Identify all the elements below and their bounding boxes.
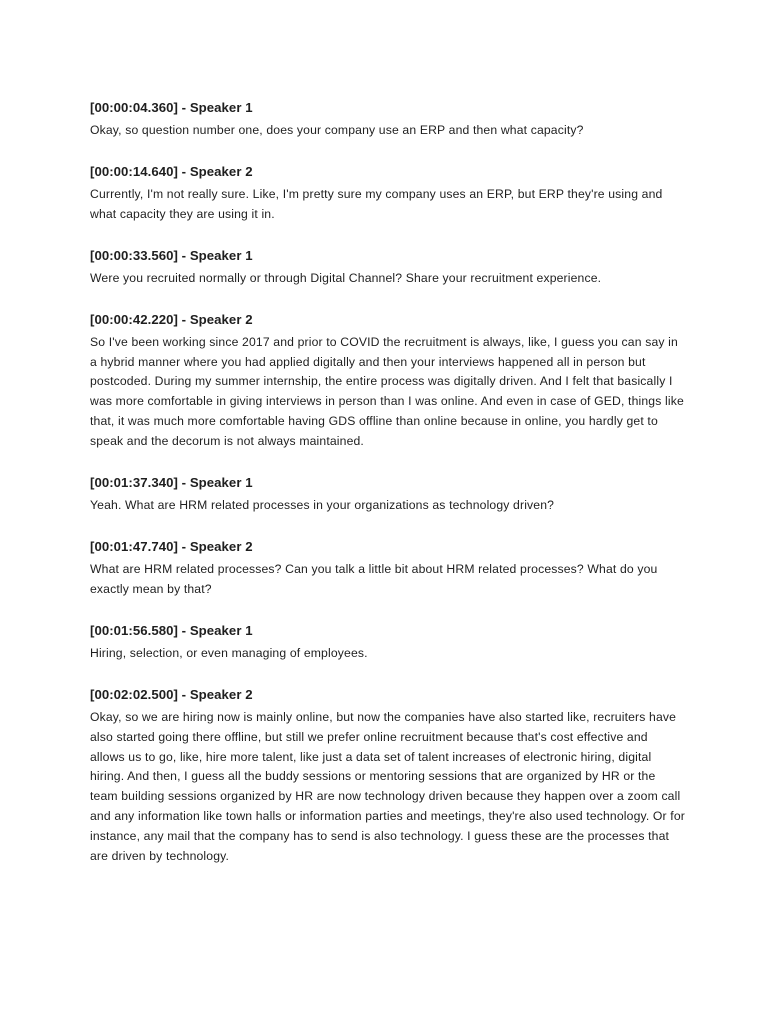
entry-text: Okay, so question number one, does your company use an ERP and then what capacity? — [90, 123, 584, 137]
entry-header — [90, 474, 686, 492]
transcript-entry — [90, 311, 686, 452]
separator: - — [177, 311, 190, 327]
entry-header — [90, 311, 686, 329]
timestamp: [00:01:47.740] — [90, 538, 178, 554]
timestamp: [00:00:42.220] — [90, 311, 178, 327]
speaker-name: Speaker 1 — [189, 247, 253, 263]
speaker-name: Speaker 1 — [189, 622, 253, 638]
speaker-name: Speaker 1 — [189, 475, 253, 491]
speaker-name: Speaker 2 — [189, 163, 253, 179]
speaker-name: Speaker 2 — [189, 311, 253, 327]
separator: - — [177, 247, 190, 263]
transcript-document — [90, 99, 686, 889]
entry-header — [90, 538, 686, 556]
timestamp: [00:00:04.360] — [90, 100, 178, 115]
transcript-entry — [90, 474, 686, 516]
entry-text: Okay, so we are hiring now is mainly online, but now the companies have also started like, recruiters have also started going there offline, but still we prefer online recruitment because that's cost effective and allows us to go, like, hire more talent, like just a data set of talent increases of electronic hiring, digital hiring. And then, I guess all the buddy sessions or mentoring sessions that are organized by HR or the team building sessions organized by HR are now technology driven because they happen over a zoom call and any information like town halls or information parties and meetings, they're also used technology. Or for instance, any mail that the company has to send is also technology. I guess these are the processes that are driven by technology. — [90, 709, 685, 864]
entry-header — [90, 622, 686, 640]
separator: - — [177, 475, 190, 491]
separator: - — [177, 538, 190, 554]
timestamp: [00:00:33.560] — [90, 247, 178, 263]
transcript-entry — [90, 622, 686, 664]
transcript-entry — [90, 163, 686, 225]
entry-header — [90, 99, 686, 117]
entry-header — [90, 163, 686, 181]
transcript-entry — [90, 247, 686, 289]
entry-header — [90, 686, 686, 704]
separator: - — [177, 686, 190, 702]
transcript-entry — [90, 686, 686, 867]
entry-text: Hiring, selection, or even managing of employees. — [90, 645, 368, 660]
speaker-name: Speaker 1 — [189, 100, 253, 115]
speaker-name: Speaker 2 — [189, 538, 253, 554]
entry-header — [90, 247, 686, 265]
timestamp: [00:02:02.500] — [90, 686, 178, 702]
separator: - — [177, 163, 190, 179]
separator: - — [177, 100, 190, 115]
entry-text: So I've been working since 2017 and prior to COVID the recruitment is always, like, I guess you can say in a hybrid manner where you had applied digitally and then your interviews happened all in person but postcoded. During my summer internship, the entire process was digitally driven. And I felt that basically I was more comfortable in giving interviews in person than I was online. And even in case of GED, things like that, it was much more comfortable having GDS offline than online because in online, you hardly get to speak and the decorum is not always maintained. — [90, 334, 684, 449]
timestamp: [00:01:37.340] — [90, 475, 178, 491]
speaker-name: Speaker 2 — [189, 686, 253, 702]
entry-text: What are HRM related processes? Can you talk a little bit about HRM related processes? What do you exactly mean by that? — [90, 561, 658, 596]
entry-text: Were you recruited normally or through Digital Channel? Share your recruitment experience. — [90, 270, 602, 285]
transcript-entry — [90, 538, 686, 600]
entry-text: Yeah. What are HRM related processes in your organizations as technology driven? — [90, 498, 555, 513]
timestamp: [00:01:56.580] — [90, 622, 178, 638]
transcript-entry — [90, 99, 686, 141]
entry-text: Currently, I'm not really sure. Like, I'm pretty sure my company uses an ERP, but ERP they're using and what capacity they are using it in. — [90, 186, 663, 221]
separator: - — [177, 622, 190, 638]
timestamp: [00:00:14.640] — [90, 163, 178, 179]
